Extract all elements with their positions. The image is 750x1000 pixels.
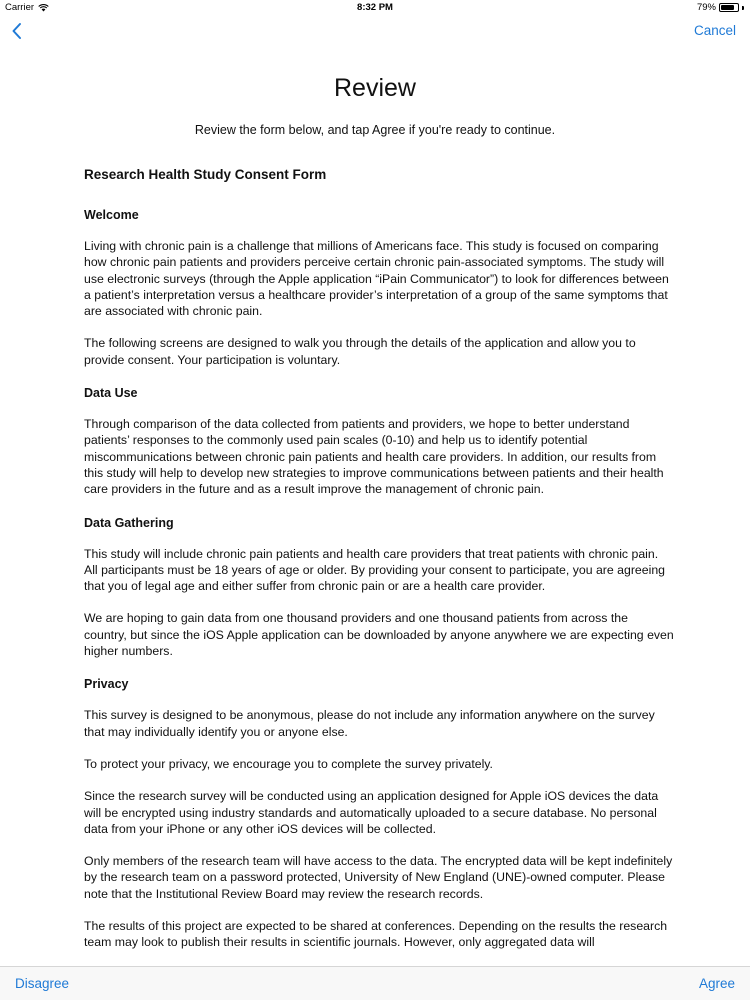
section-heading: Data Gathering: [84, 515, 174, 530]
page-subtitle: Review the form below, and tap Agree if you're ready to continue.: [194, 123, 556, 137]
consent-document: [84, 165, 674, 967]
chevron-left-icon: [10, 21, 24, 41]
cancel-button[interactable]: Cancel: [693, 23, 736, 38]
paragraph: The results of this project are expected to be shared at conferences. Depending on the results the research team may look to publish their results in scientific journals. However, only aggregated data will: [84, 919, 668, 950]
page-title: Review: [334, 74, 416, 102]
section-data-gathering: [84, 514, 674, 660]
status-time: 8:32 PM: [357, 2, 393, 13]
bottom-toolbar: [0, 966, 750, 1000]
agree-button[interactable]: Agree: [698, 976, 735, 991]
status-right: [697, 2, 744, 13]
status-bar: [0, 0, 750, 16]
section-heading: Privacy: [84, 677, 129, 692]
section-heading: Welcome: [84, 208, 139, 222]
battery-percent: 79%: [696, 2, 716, 13]
section-data-use: [84, 384, 674, 497]
back-button[interactable]: [10, 21, 30, 43]
paragraph: The following screens are designed to walk you through the details of the application and allow you to provide consent. Your participation is voluntary.: [84, 336, 636, 367]
paragraph: Since the research survey will be conducted using an application designed for Apple iOS devices the data will be encrypted using industry standards and automatically uploaded to a secure database. No personal data from your iPhone or any other iOS devices will be collected.: [84, 789, 659, 836]
paragraph: This study will include chronic pain patients and health care providers that treat patients with chronic pain. All participants must be 18 years of age or older. By providing your consent to participate, you are agreeing that you of legal age and either suffer from chronic pain or are a health care provider.: [84, 546, 666, 594]
paragraph: This survey is designed to be anonymous, please do not include any information anywhere on the survey that may individually identify you or anyone else.: [84, 708, 655, 739]
paragraph: Only members of the research team will have access to the data. The encrypted data will be kept indefinitely by the research team on a password protected, University of New England (UNE)-owned computer. Please note that the Institutional Review Board may review the research records.: [84, 854, 673, 901]
section-heading: Data Use: [84, 386, 138, 401]
carrier-label: Carrier: [5, 2, 35, 13]
nav-bar: [0, 16, 750, 46]
paragraph: Through comparison of the data collected from patients and providers, we hope to better understand patients’ responses to the commonly used pain scales (0-10) and help us to identify potential miscommunications between chronic pain patients and health care providers. In addition, our results from this study will help to develop new strategies to improve communications between patients and their health care providers in the future and as a result improve the management of chronic pain.: [84, 417, 664, 497]
battery-fill: [721, 5, 734, 10]
paragraph: To protect your privacy, we encourage you to complete the survey privately.: [84, 756, 493, 771]
battery-icon: [719, 3, 739, 12]
paragraph: We are hoping to gain data from one thousand providers and one thousand patients from across the country, but since the iOS Apple application can be downloaded by anyone anywhere we are expecting even higher numbers.: [84, 611, 674, 659]
paragraph: Living with chronic pain is a challenge that millions of Americans face. This study is focused on comparing how chronic pain patients and providers perceive certain chronic pain-associated symptoms. The study will use electronic surveys (through the Apple application “iPain Communicator”) to look for differences between a patient’s interpretation versus a healthcare provider’s interpretation of a group of the same symptoms that are associated with chronic pain.: [84, 239, 669, 319]
section-welcome: [84, 206, 674, 368]
document-title: Research Health Study Consent Form: [84, 167, 327, 182]
disagree-button[interactable]: Disagree: [15, 976, 70, 991]
section-privacy: [84, 675, 674, 950]
battery-tip: [742, 6, 744, 10]
